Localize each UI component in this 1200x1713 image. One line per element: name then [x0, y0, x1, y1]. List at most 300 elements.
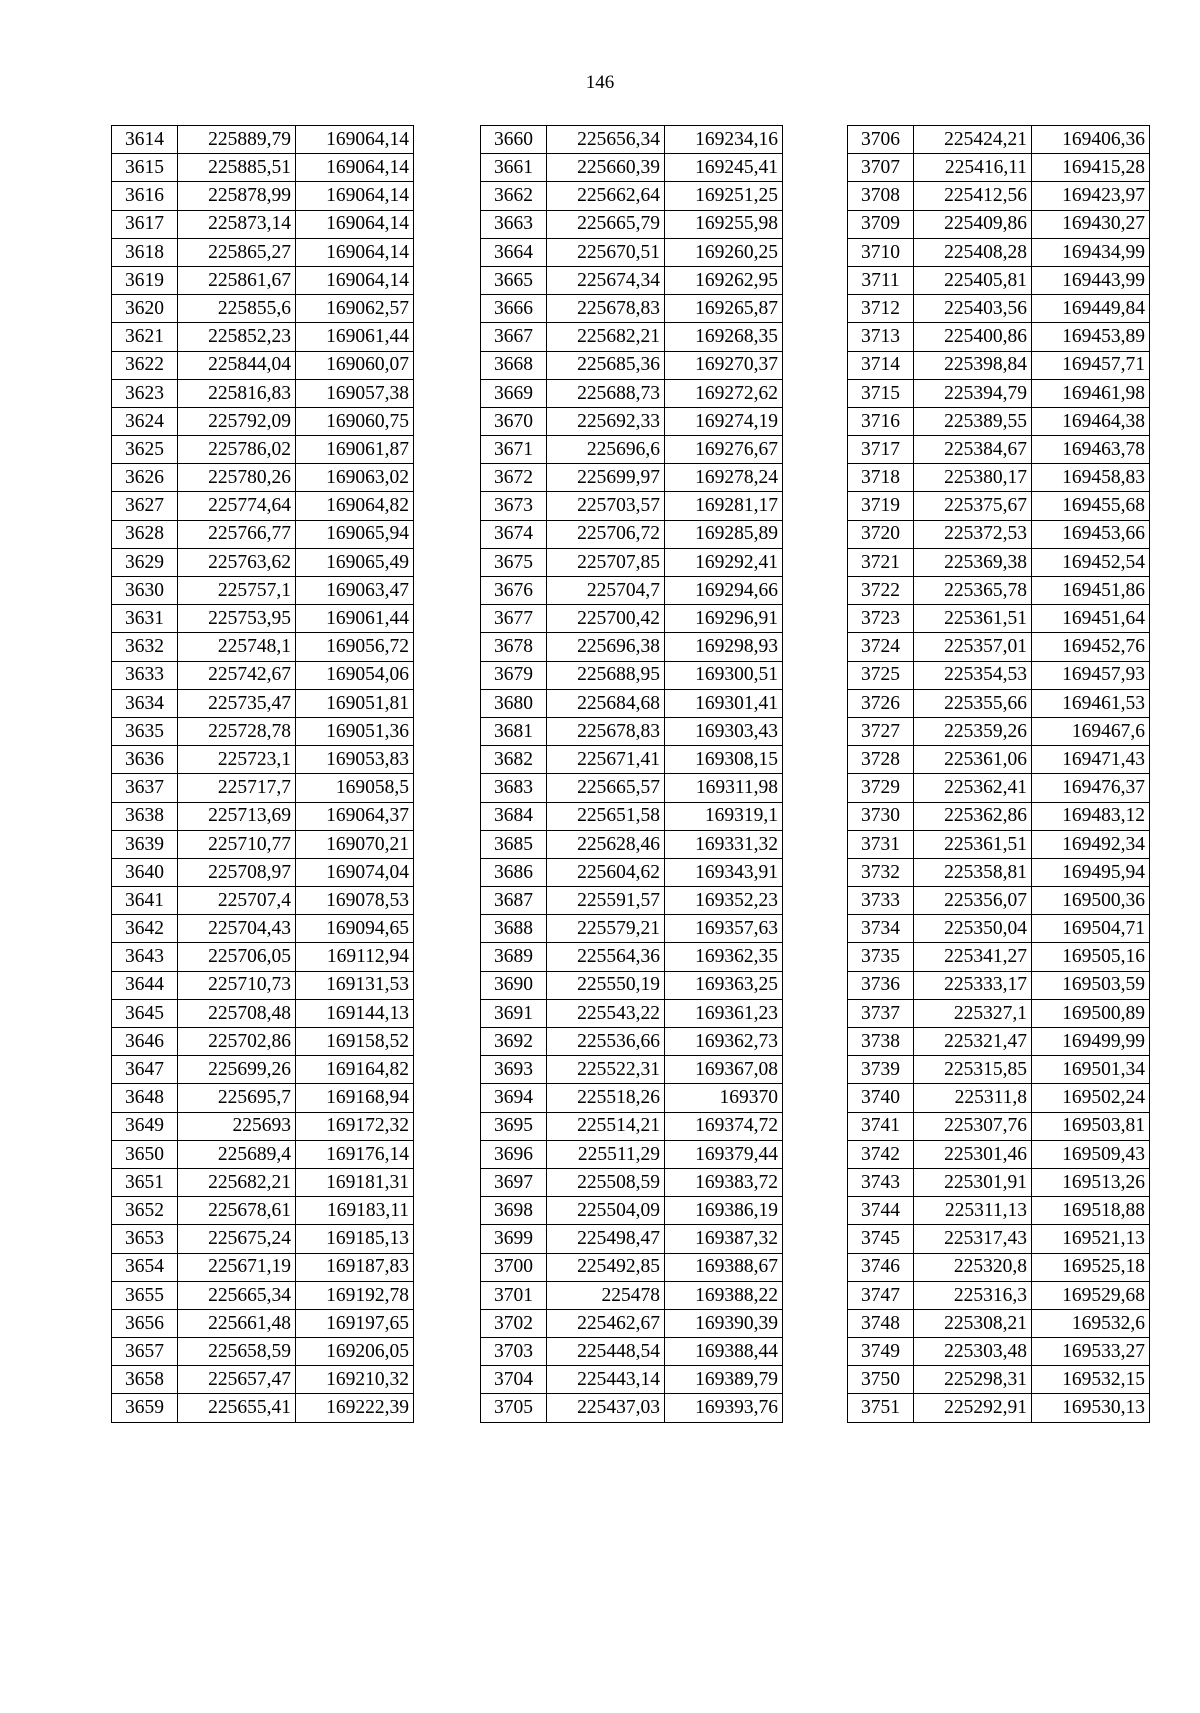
table-row — [848, 492, 1150, 520]
table-row — [848, 1056, 1150, 1084]
x-coordinate-cell: 225696,38 — [547, 633, 665, 661]
point-number-cell: 3650 — [112, 1140, 178, 1168]
table-row — [848, 858, 1150, 886]
table-row — [848, 1366, 1150, 1394]
table-row — [848, 999, 1150, 1027]
table-row — [848, 830, 1150, 858]
point-number-cell: 3683 — [481, 774, 547, 802]
y-coordinate-cell: 169501,34 — [1032, 1056, 1150, 1084]
table-row — [481, 1338, 783, 1366]
point-number-cell: 3648 — [112, 1084, 178, 1112]
y-coordinate-cell: 169483,12 — [1032, 802, 1150, 830]
point-number-cell: 3731 — [848, 830, 914, 858]
y-coordinate-cell: 169386,19 — [665, 1197, 783, 1225]
table-row — [481, 1309, 783, 1337]
y-coordinate-cell: 169181,31 — [296, 1168, 414, 1196]
point-number-cell: 3644 — [112, 971, 178, 999]
x-coordinate-cell: 225695,7 — [178, 1084, 296, 1112]
y-coordinate-cell: 169294,66 — [665, 577, 783, 605]
y-coordinate-cell: 169065,94 — [296, 520, 414, 548]
x-coordinate-cell: 225658,59 — [178, 1338, 296, 1366]
x-coordinate-cell: 225311,13 — [914, 1197, 1032, 1225]
y-coordinate-cell: 169457,93 — [1032, 661, 1150, 689]
table-row — [481, 1366, 783, 1394]
table-row — [848, 661, 1150, 689]
y-coordinate-cell: 169452,54 — [1032, 548, 1150, 576]
y-coordinate-cell: 169061,44 — [296, 323, 414, 351]
x-coordinate-cell: 225708,97 — [178, 858, 296, 886]
y-coordinate-cell: 169492,34 — [1032, 830, 1150, 858]
table-row — [481, 1225, 783, 1253]
table-row — [481, 1084, 783, 1112]
table-row — [848, 1225, 1150, 1253]
point-number-cell: 3651 — [112, 1168, 178, 1196]
y-coordinate-cell: 169056,72 — [296, 633, 414, 661]
table-row — [848, 1112, 1150, 1140]
x-coordinate-cell: 225660,39 — [547, 154, 665, 182]
x-coordinate-cell: 225757,1 — [178, 577, 296, 605]
point-number-cell: 3706 — [848, 126, 914, 154]
y-coordinate-cell: 169112,94 — [296, 943, 414, 971]
table-row — [112, 577, 414, 605]
point-number-cell: 3748 — [848, 1309, 914, 1337]
point-number-cell: 3627 — [112, 492, 178, 520]
y-coordinate-cell: 169278,24 — [665, 464, 783, 492]
table-row — [848, 323, 1150, 351]
point-number-cell: 3707 — [848, 154, 914, 182]
point-number-cell: 3625 — [112, 436, 178, 464]
table-row — [481, 1281, 783, 1309]
point-number-cell: 3751 — [848, 1394, 914, 1422]
table-row — [481, 407, 783, 435]
y-coordinate-cell: 169530,13 — [1032, 1394, 1150, 1422]
x-coordinate-cell: 225707,4 — [178, 887, 296, 915]
y-coordinate-cell: 169303,43 — [665, 717, 783, 745]
y-coordinate-cell: 169060,07 — [296, 351, 414, 379]
point-number-cell: 3742 — [848, 1140, 914, 1168]
y-coordinate-cell: 169388,22 — [665, 1281, 783, 1309]
x-coordinate-cell: 225408,28 — [914, 238, 1032, 266]
x-coordinate-cell: 225424,21 — [914, 126, 1032, 154]
x-coordinate-cell: 225359,26 — [914, 717, 1032, 745]
y-coordinate-cell: 169063,47 — [296, 577, 414, 605]
y-coordinate-cell: 169065,49 — [296, 548, 414, 576]
point-number-cell: 3699 — [481, 1225, 547, 1253]
point-number-cell: 3703 — [481, 1338, 547, 1366]
table-row — [848, 774, 1150, 802]
point-number-cell: 3688 — [481, 915, 547, 943]
y-coordinate-cell: 169206,05 — [296, 1338, 414, 1366]
y-coordinate-cell: 169361,23 — [665, 999, 783, 1027]
table-row — [481, 577, 783, 605]
x-coordinate-cell: 225365,78 — [914, 577, 1032, 605]
table-row — [848, 689, 1150, 717]
y-coordinate-cell: 169054,06 — [296, 661, 414, 689]
y-coordinate-cell: 169467,6 — [1032, 717, 1150, 745]
point-number-cell: 3735 — [848, 943, 914, 971]
point-number-cell: 3714 — [848, 351, 914, 379]
point-number-cell: 3708 — [848, 182, 914, 210]
y-coordinate-cell: 169521,13 — [1032, 1225, 1150, 1253]
x-coordinate-cell: 225361,51 — [914, 830, 1032, 858]
y-coordinate-cell: 169533,27 — [1032, 1338, 1150, 1366]
x-coordinate-cell: 225702,86 — [178, 1028, 296, 1056]
x-coordinate-cell: 225713,69 — [178, 802, 296, 830]
y-coordinate-cell: 169183,11 — [296, 1197, 414, 1225]
point-number-cell: 3684 — [481, 802, 547, 830]
point-number-cell: 3727 — [848, 717, 914, 745]
point-number-cell: 3628 — [112, 520, 178, 548]
point-number-cell: 3722 — [848, 577, 914, 605]
y-coordinate-cell: 169529,68 — [1032, 1281, 1150, 1309]
x-coordinate-cell: 225792,09 — [178, 407, 296, 435]
table-row — [848, 1281, 1150, 1309]
table-row — [112, 182, 414, 210]
point-number-cell: 3638 — [112, 802, 178, 830]
point-number-cell: 3677 — [481, 605, 547, 633]
y-coordinate-cell: 169390,39 — [665, 1309, 783, 1337]
point-number-cell: 3635 — [112, 717, 178, 745]
point-number-cell: 3689 — [481, 943, 547, 971]
x-coordinate-cell: 225362,41 — [914, 774, 1032, 802]
table-row — [848, 1028, 1150, 1056]
x-coordinate-cell: 225321,47 — [914, 1028, 1032, 1056]
table-row — [481, 971, 783, 999]
y-coordinate-cell: 169061,44 — [296, 605, 414, 633]
table-row — [481, 830, 783, 858]
table-row — [112, 605, 414, 633]
table-row — [481, 887, 783, 915]
point-number-cell: 3614 — [112, 126, 178, 154]
x-coordinate-cell: 225448,54 — [547, 1338, 665, 1366]
x-coordinate-cell: 225416,11 — [914, 154, 1032, 182]
point-number-cell: 3660 — [481, 126, 547, 154]
x-coordinate-cell: 225861,67 — [178, 266, 296, 294]
y-coordinate-cell: 169389,79 — [665, 1366, 783, 1394]
table-row — [848, 407, 1150, 435]
point-number-cell: 3653 — [112, 1225, 178, 1253]
table-row — [848, 802, 1150, 830]
y-coordinate-cell: 169352,23 — [665, 887, 783, 915]
point-number-cell: 3615 — [112, 154, 178, 182]
point-number-cell: 3720 — [848, 520, 914, 548]
table-row — [112, 407, 414, 435]
point-number-cell: 3715 — [848, 379, 914, 407]
x-coordinate-cell: 225522,31 — [547, 1056, 665, 1084]
table-row — [481, 492, 783, 520]
y-coordinate-cell: 169434,99 — [1032, 238, 1150, 266]
y-coordinate-cell: 169383,72 — [665, 1168, 783, 1196]
y-coordinate-cell: 169051,36 — [296, 717, 414, 745]
y-coordinate-cell: 169503,81 — [1032, 1112, 1150, 1140]
y-coordinate-cell: 169464,38 — [1032, 407, 1150, 435]
point-number-cell: 3704 — [481, 1366, 547, 1394]
point-number-cell: 3686 — [481, 858, 547, 886]
x-coordinate-cell: 225873,14 — [178, 210, 296, 238]
y-coordinate-cell: 169370 — [665, 1084, 783, 1112]
y-coordinate-cell: 169064,82 — [296, 492, 414, 520]
table-row — [481, 1028, 783, 1056]
point-number-cell: 3736 — [848, 971, 914, 999]
table-row — [481, 746, 783, 774]
y-coordinate-cell: 169061,87 — [296, 436, 414, 464]
point-number-cell: 3652 — [112, 1197, 178, 1225]
table-row — [848, 717, 1150, 745]
y-coordinate-cell: 169285,89 — [665, 520, 783, 548]
table-row — [112, 1140, 414, 1168]
x-coordinate-cell: 225307,76 — [914, 1112, 1032, 1140]
x-coordinate-cell: 225703,57 — [547, 492, 665, 520]
point-number-cell: 3670 — [481, 407, 547, 435]
point-number-cell: 3676 — [481, 577, 547, 605]
x-coordinate-cell: 225301,91 — [914, 1168, 1032, 1196]
point-number-cell: 3618 — [112, 238, 178, 266]
x-coordinate-cell: 225311,8 — [914, 1084, 1032, 1112]
point-number-cell: 3747 — [848, 1281, 914, 1309]
y-coordinate-cell: 169064,37 — [296, 802, 414, 830]
y-coordinate-cell: 169234,16 — [665, 126, 783, 154]
point-number-cell: 3619 — [112, 266, 178, 294]
y-coordinate-cell: 169343,91 — [665, 858, 783, 886]
point-number-cell: 3693 — [481, 1056, 547, 1084]
table-row — [848, 605, 1150, 633]
x-coordinate-cell: 225327,1 — [914, 999, 1032, 1027]
table-row — [112, 943, 414, 971]
point-number-cell: 3658 — [112, 1366, 178, 1394]
point-number-cell: 3640 — [112, 858, 178, 886]
x-coordinate-cell: 225699,97 — [547, 464, 665, 492]
point-number-cell: 3739 — [848, 1056, 914, 1084]
x-coordinate-cell: 225298,31 — [914, 1366, 1032, 1394]
table-row — [481, 351, 783, 379]
table-row — [112, 915, 414, 943]
x-coordinate-cell: 225665,57 — [547, 774, 665, 802]
y-coordinate-cell: 169131,53 — [296, 971, 414, 999]
table-row — [112, 689, 414, 717]
x-coordinate-cell: 225753,95 — [178, 605, 296, 633]
x-coordinate-cell: 225550,19 — [547, 971, 665, 999]
table-row — [848, 971, 1150, 999]
x-coordinate-cell: 225403,56 — [914, 295, 1032, 323]
point-number-cell: 3662 — [481, 182, 547, 210]
point-number-cell: 3749 — [848, 1338, 914, 1366]
point-number-cell: 3616 — [112, 182, 178, 210]
y-coordinate-cell: 169463,78 — [1032, 436, 1150, 464]
x-coordinate-cell: 225678,83 — [547, 717, 665, 745]
x-coordinate-cell: 225405,81 — [914, 266, 1032, 294]
table-row — [848, 1309, 1150, 1337]
x-coordinate-cell: 225356,07 — [914, 887, 1032, 915]
table-row — [481, 154, 783, 182]
x-coordinate-cell: 225692,33 — [547, 407, 665, 435]
x-coordinate-cell: 225361,06 — [914, 746, 1032, 774]
x-coordinate-cell: 225885,51 — [178, 154, 296, 182]
y-coordinate-cell: 169495,94 — [1032, 858, 1150, 886]
table-row — [848, 1197, 1150, 1225]
table-row — [848, 1168, 1150, 1196]
table-row — [481, 689, 783, 717]
x-coordinate-cell: 225675,24 — [178, 1225, 296, 1253]
x-coordinate-cell: 225308,21 — [914, 1309, 1032, 1337]
x-coordinate-cell: 225786,02 — [178, 436, 296, 464]
x-coordinate-cell: 225684,68 — [547, 689, 665, 717]
point-number-cell: 3709 — [848, 210, 914, 238]
y-coordinate-cell: 169064,14 — [296, 238, 414, 266]
table-row — [112, 746, 414, 774]
x-coordinate-cell: 225316,3 — [914, 1281, 1032, 1309]
table-row — [112, 1281, 414, 1309]
point-number-cell: 3664 — [481, 238, 547, 266]
table-row — [112, 661, 414, 689]
table-row — [112, 238, 414, 266]
table-row — [848, 915, 1150, 943]
y-coordinate-cell: 169363,25 — [665, 971, 783, 999]
x-coordinate-cell: 225655,41 — [178, 1394, 296, 1422]
table-row — [481, 858, 783, 886]
y-coordinate-cell: 169064,14 — [296, 126, 414, 154]
point-number-cell: 3623 — [112, 379, 178, 407]
table-row — [112, 858, 414, 886]
x-coordinate-cell: 225670,51 — [547, 238, 665, 266]
x-coordinate-cell: 225315,85 — [914, 1056, 1032, 1084]
point-number-cell: 3632 — [112, 633, 178, 661]
x-coordinate-cell: 225699,26 — [178, 1056, 296, 1084]
table-row — [112, 999, 414, 1027]
y-coordinate-cell: 169298,93 — [665, 633, 783, 661]
y-coordinate-cell: 169062,57 — [296, 295, 414, 323]
y-coordinate-cell: 169471,43 — [1032, 746, 1150, 774]
y-coordinate-cell: 169063,02 — [296, 464, 414, 492]
table-row — [848, 266, 1150, 294]
point-number-cell: 3746 — [848, 1253, 914, 1281]
y-coordinate-cell: 169057,38 — [296, 379, 414, 407]
x-coordinate-cell: 225604,62 — [547, 858, 665, 886]
x-coordinate-cell: 225400,86 — [914, 323, 1032, 351]
point-number-cell: 3713 — [848, 323, 914, 351]
table-row — [112, 210, 414, 238]
x-coordinate-cell: 225763,62 — [178, 548, 296, 576]
x-coordinate-cell: 225665,34 — [178, 1281, 296, 1309]
y-coordinate-cell: 169176,14 — [296, 1140, 414, 1168]
table-row — [112, 436, 414, 464]
table-row — [481, 238, 783, 266]
table-row — [112, 1112, 414, 1140]
x-coordinate-cell: 225735,47 — [178, 689, 296, 717]
point-number-cell: 3643 — [112, 943, 178, 971]
table-row — [481, 266, 783, 294]
x-coordinate-cell: 225678,83 — [547, 295, 665, 323]
y-coordinate-cell: 169393,76 — [665, 1394, 783, 1422]
point-number-cell: 3649 — [112, 1112, 178, 1140]
table-row — [112, 1309, 414, 1337]
table-row — [112, 154, 414, 182]
point-number-cell: 3657 — [112, 1338, 178, 1366]
y-coordinate-cell: 169053,83 — [296, 746, 414, 774]
point-number-cell: 3634 — [112, 689, 178, 717]
y-coordinate-cell: 169461,98 — [1032, 379, 1150, 407]
x-coordinate-cell: 225742,67 — [178, 661, 296, 689]
x-coordinate-cell: 225889,79 — [178, 126, 296, 154]
table-row — [848, 464, 1150, 492]
y-coordinate-cell: 169245,41 — [665, 154, 783, 182]
table-row — [848, 126, 1150, 154]
point-number-cell: 3729 — [848, 774, 914, 802]
table-row — [112, 1084, 414, 1112]
point-number-cell: 3734 — [848, 915, 914, 943]
table-row — [481, 323, 783, 351]
table-row — [848, 548, 1150, 576]
x-coordinate-cell: 225412,56 — [914, 182, 1032, 210]
y-coordinate-cell: 169367,08 — [665, 1056, 783, 1084]
table-row — [481, 1253, 783, 1281]
y-coordinate-cell: 169449,84 — [1032, 295, 1150, 323]
x-coordinate-cell: 225518,26 — [547, 1084, 665, 1112]
x-coordinate-cell: 225748,1 — [178, 633, 296, 661]
point-number-cell: 3745 — [848, 1225, 914, 1253]
y-coordinate-cell: 169532,6 — [1032, 1309, 1150, 1337]
x-coordinate-cell: 225358,81 — [914, 858, 1032, 886]
x-coordinate-cell: 225362,86 — [914, 802, 1032, 830]
table-row — [481, 943, 783, 971]
x-coordinate-cell: 225350,04 — [914, 915, 1032, 943]
table-row — [112, 520, 414, 548]
table-row — [112, 1028, 414, 1056]
point-number-cell: 3750 — [848, 1366, 914, 1394]
table-row — [481, 605, 783, 633]
page-number: 146 — [585, 72, 615, 93]
y-coordinate-cell: 169296,91 — [665, 605, 783, 633]
y-coordinate-cell: 169144,13 — [296, 999, 414, 1027]
point-number-cell: 3725 — [848, 661, 914, 689]
point-number-cell: 3647 — [112, 1056, 178, 1084]
point-number-cell: 3666 — [481, 295, 547, 323]
point-number-cell: 3626 — [112, 464, 178, 492]
point-number-cell: 3730 — [848, 802, 914, 830]
table-row — [481, 1140, 783, 1168]
y-coordinate-cell: 169379,44 — [665, 1140, 783, 1168]
y-coordinate-cell: 169094,65 — [296, 915, 414, 943]
point-number-cell: 3695 — [481, 1112, 547, 1140]
point-number-cell: 3744 — [848, 1197, 914, 1225]
point-number-cell: 3620 — [112, 295, 178, 323]
point-number-cell: 3637 — [112, 774, 178, 802]
y-coordinate-cell: 169374,72 — [665, 1112, 783, 1140]
table-row — [481, 182, 783, 210]
point-number-cell: 3645 — [112, 999, 178, 1027]
y-coordinate-cell: 169357,63 — [665, 915, 783, 943]
x-coordinate-cell: 225462,67 — [547, 1309, 665, 1337]
table-row — [112, 548, 414, 576]
y-coordinate-cell: 169281,17 — [665, 492, 783, 520]
point-number-cell: 3705 — [481, 1394, 547, 1422]
table-row — [112, 633, 414, 661]
table-row — [112, 295, 414, 323]
point-number-cell: 3667 — [481, 323, 547, 351]
table-row — [481, 464, 783, 492]
y-coordinate-cell: 169455,68 — [1032, 492, 1150, 520]
point-number-cell: 3622 — [112, 351, 178, 379]
point-number-cell: 3672 — [481, 464, 547, 492]
y-coordinate-cell: 169064,14 — [296, 210, 414, 238]
table-row — [481, 379, 783, 407]
x-coordinate-cell: 225384,67 — [914, 436, 1032, 464]
table-row — [112, 1225, 414, 1253]
point-number-cell: 3721 — [848, 548, 914, 576]
point-number-cell: 3663 — [481, 210, 547, 238]
table-row — [848, 746, 1150, 774]
x-coordinate-cell: 225354,53 — [914, 661, 1032, 689]
x-coordinate-cell: 225706,72 — [547, 520, 665, 548]
